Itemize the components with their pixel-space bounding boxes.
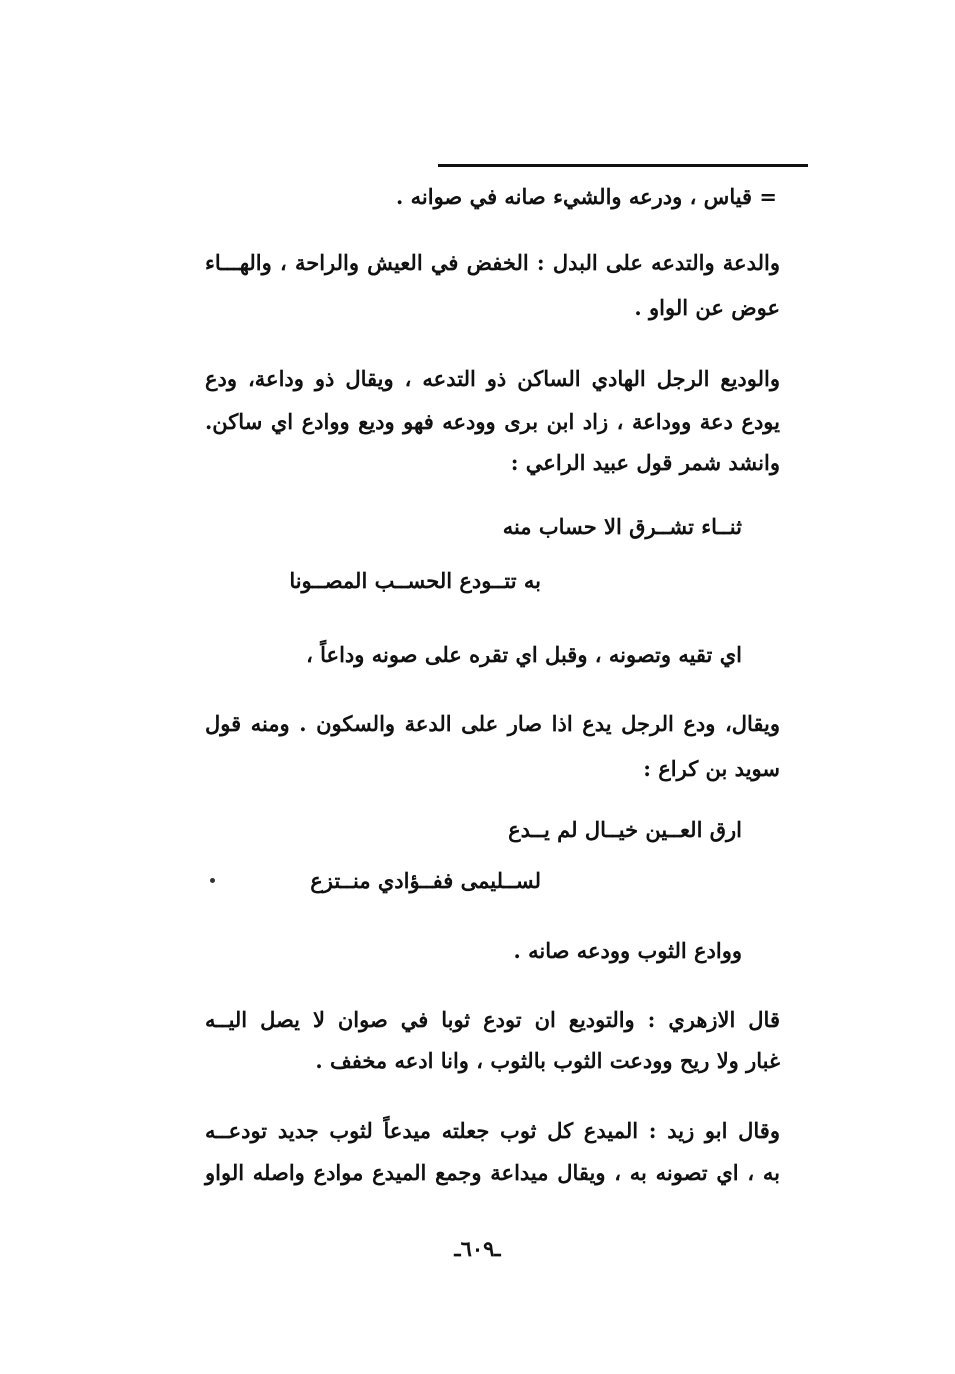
verse-2-second-hemistich: لســليمى ففــؤادي منــتزع	[310, 868, 541, 893]
verse-1-second-hemistich: به تتــودع الحســب المصــونا	[289, 568, 541, 593]
paragraph-5-line-1: وقال ابو زيد : الميدع كل ثوب جعلته ميدعاً لثوب جديد تودعــه	[205, 1118, 780, 1143]
gloss-line: اي تقيه وتصونه ، وقبل اي تقره على صونه وداعاً ،	[306, 642, 742, 667]
stray-ink-mark	[210, 878, 215, 883]
footnote-continuation: = قياس ، ودرعه والشيء صانه في صوانه .	[396, 184, 777, 209]
page-number: ـ٦٠٩ـ	[454, 1236, 501, 1261]
paragraph-3-line-1: ويقال، ودع الرجل يدع اذا صار على الدعة والسكون . ومنه قول	[205, 711, 780, 736]
paragraph-3-line-2: سويد بن كراع :	[643, 756, 780, 781]
paragraph-5-line-2: به ، اي تصونه به ، ويقال ميداعة وجمع الميدع موادع واصله الواو	[205, 1160, 780, 1185]
paragraph-1-line-2: عوض عن الواو .	[634, 295, 780, 320]
paragraph-2-line-2: يودع دعة ووداعة ، زاد ابن برى وودعه فهو وديع ووادع اي ساكن.	[205, 409, 780, 434]
paragraph-2-line-1: والوديع الرجل الهادي الساكن ذو التدعه ، ويقال ذو وداعة، ودع	[205, 366, 780, 391]
paragraph-1-line-1: والدعة والتدعه على البدل : الخفض في العيش والراحة ، والهـــاء	[205, 250, 780, 275]
verse-2-first-hemistich: ارق العــين خيــال لم يــدع	[508, 817, 742, 842]
verse-1-first-hemistich: ثنــاء تشــرق الا حساب منه	[502, 514, 742, 539]
paragraph-4-line-2: غبار ولا ريح وودعت الثوب بالثوب ، وانا ادعه مخفف .	[315, 1048, 780, 1073]
footnote-separator-rule	[438, 164, 808, 167]
paragraph-4-line-1: قال الازهري : والتوديع ان تودع ثوبا في صوان لا يصل اليــه	[205, 1007, 780, 1032]
wadi-line: ووادع الثوب وودعه صانه .	[513, 938, 742, 963]
paragraph-2-line-3: وانشد شمر قول عبيد الراعي :	[510, 450, 780, 475]
